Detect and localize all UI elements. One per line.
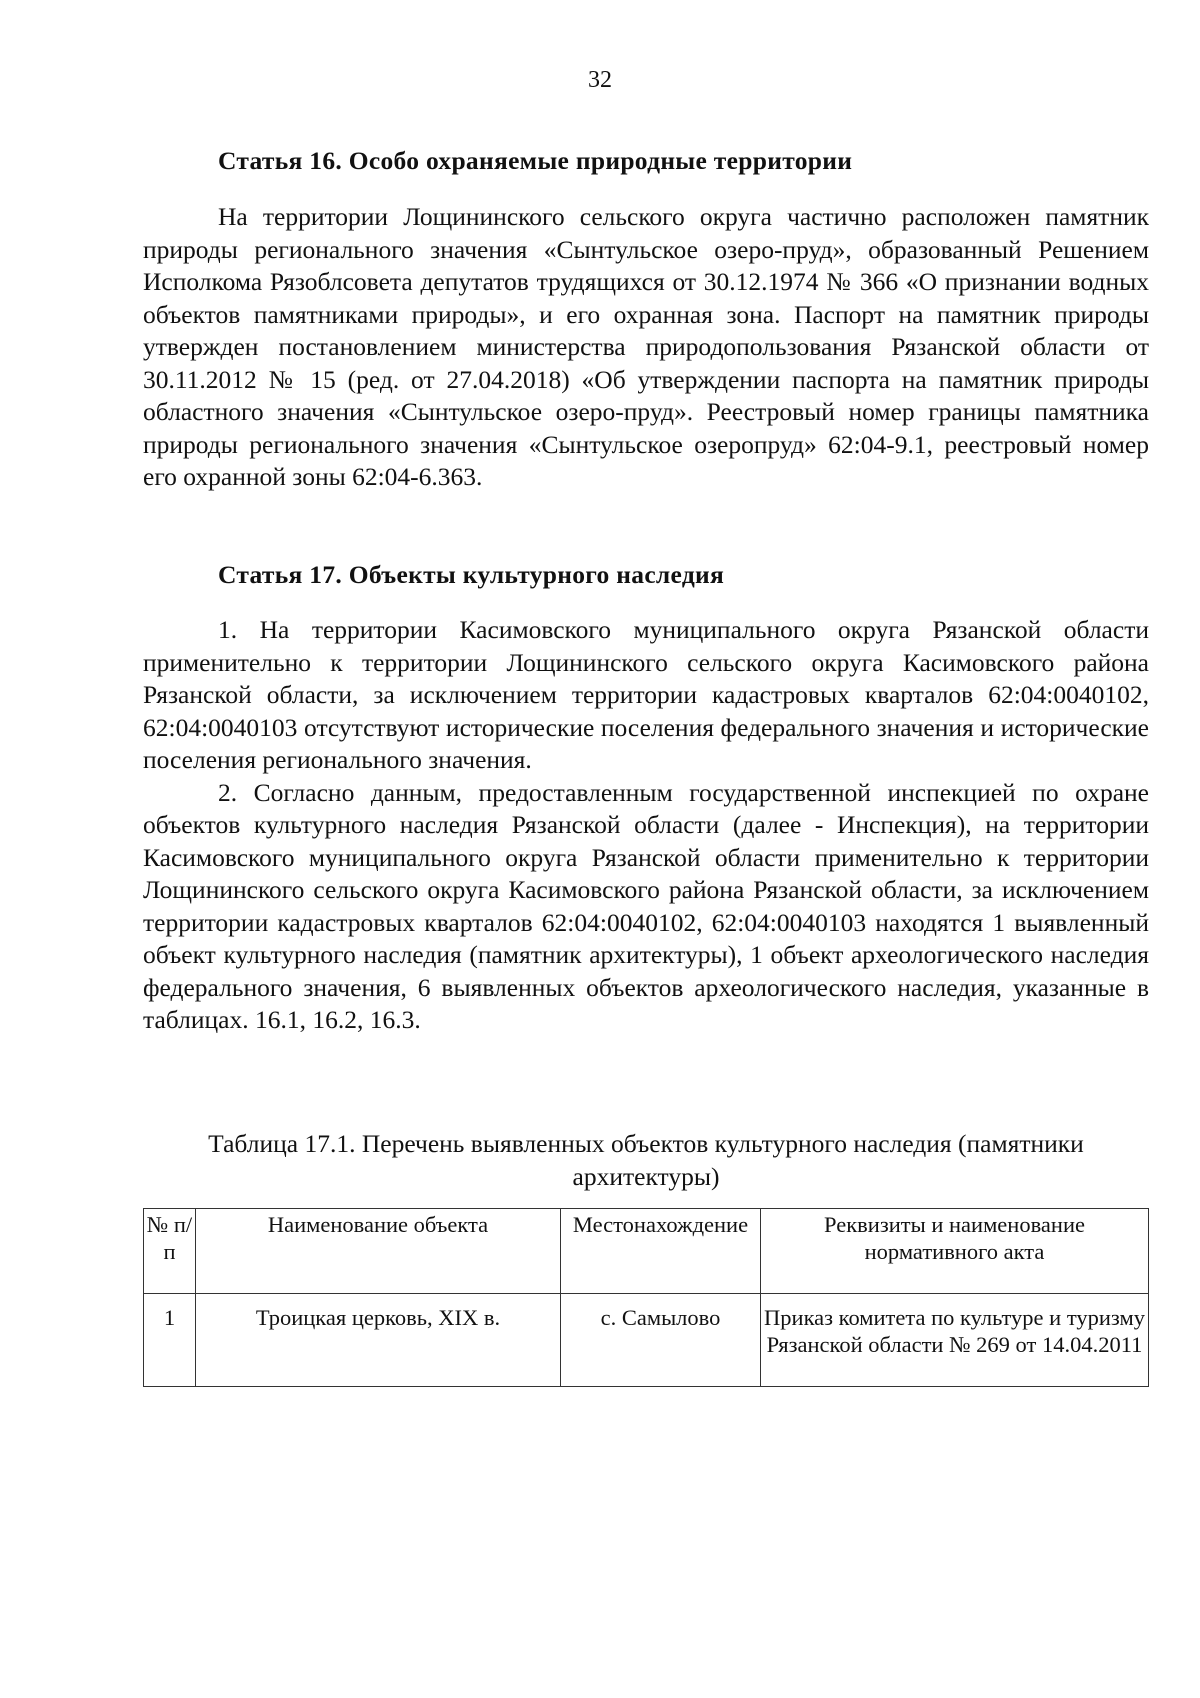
article-16-body <box>143 201 1149 494</box>
cell-num: 1 <box>144 1294 196 1387</box>
cell-location: с. Самылово <box>561 1294 761 1387</box>
table-header-row <box>144 1209 1149 1294</box>
article-17-body <box>143 614 1149 1037</box>
article-16-paragraph-1: На территории Лощининского сельского округа частично расположен памятник природы регионального значения «Сынтульское озеро-пруд», образованный Решением Исполкома Рязоблсовета депутатов трудящихся от 30.12.1974 № 366 «О признании водных объектов памятниками природы», и его охранная зона. Паспорт на памятник природы утвержден постановлением министерства природопользования Рязанской области от 30.11.2012 № 15 (ред. от 27.04.2018) «Об утверждении паспорта на памятник природы областного значения «Сынтульское озеро-пруд». Реестровый номер границы памятника природы регионального значения «Сынтульское озеропруд» 62:04-9.1, реестровый номер его охранной зоны 62:04-6.363. <box>143 202 1149 491</box>
cell-name: Троицкая церковь, XIX в. <box>196 1294 561 1387</box>
header-document: Реквизиты и наименование нормативного акта <box>761 1209 1149 1294</box>
heritage-table <box>143 1208 1149 1387</box>
table-caption: Таблица 17.1. Перечень выявленных объектов культурного наследия (памятники архитектуры) <box>208 1129 1084 1191</box>
header-num: № п/ п <box>144 1209 196 1294</box>
header-name: Наименование объекта <box>196 1209 561 1294</box>
article-17-paragraph-1: 1. На территории Касимовского муниципального округа Рязанской области применительно к территории Лощининского сельского округа Касимовского района Рязанской области, за исключением территории кадастровых кварталов 62:04:0040102, 62:04:0040103 отсутствуют исторические поселения федерального значения и исторические поселения регионального значения. <box>143 615 1149 774</box>
article-17-title: Статья 17. Объекты культурного наследия <box>218 560 725 589</box>
cell-document: Приказ комитета по культуре и туризму Рязанской области № 269 от 14.04.2011 <box>761 1294 1149 1387</box>
table-row <box>144 1294 1149 1387</box>
article-16-title: Статья 16. Особо охраняемые природные территории <box>218 146 853 175</box>
page-number: 32 <box>588 67 612 93</box>
header-location: Местонахождение <box>561 1209 761 1294</box>
article-17-paragraph-2: 2. Согласно данным, предоставленным государственной инспекцией по охране объектов культурного наследия Рязанской области (далее - Инспекция), на территории Касимовского муниципального округа Рязанской области применительно к территории Лощининского сельского округа Касимовского района Рязанской области, за исключением территории кадастровых кварталов 62:04:0040102, 62:04:0040103 находятся 1 выявленный объект культурного наследия (памятник архитектуры), 1 объект археологического наследия федерального значения, 6 выявленных объектов археологического наследия, указанные в таблицах. 16.1, 16.2, 16.3. <box>143 777 1149 1034</box>
